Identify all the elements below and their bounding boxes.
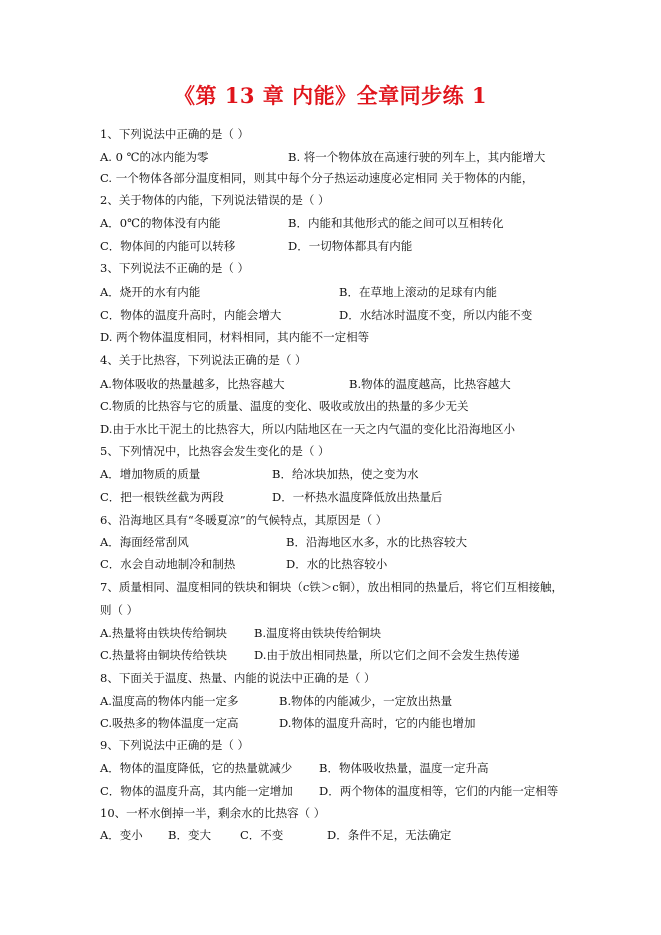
answer-option: B. 将一个物体放在高速行驶的列车上，其内能增大 xyxy=(288,150,546,164)
question-stem: 7、质量相同、温度相同的铁块和铜块（c铁＞c铜），放出相同的热量后，将它们互相接触， xyxy=(100,580,563,594)
answer-option: A．海面经常刮风 xyxy=(100,535,189,549)
answer-option: D．一切物体都具有内能 xyxy=(288,239,413,253)
answer-option: A.物体吸收的热量越多，比热容越大 xyxy=(100,377,285,391)
question-stem-continued: 则（ ） xyxy=(100,603,139,617)
question-stem: 2、关于物体的内能，下列说法错误的是（ ） xyxy=(100,193,330,207)
question-stem: 4、关于比热容，下列说法正确的是（ ） xyxy=(100,353,307,367)
answer-option: A．烧开的水有内能 xyxy=(100,285,201,299)
answer-option: D．一杯热水温度降低放出热量后 xyxy=(272,490,443,504)
answer-option: C.物质的比热容与它的质量、温度的变化、吸收或放出的热量的多少无关 xyxy=(100,399,469,413)
answer-option: B．给冰块加热，使之变为水 xyxy=(272,467,419,481)
answer-option: C．物体的温度升高时，内能会增大 xyxy=(100,308,282,322)
answer-option: B.物体的温度越高，比热容越大 xyxy=(349,377,511,391)
answer-option: B．物体吸收热量，温度一定升高 xyxy=(319,761,489,775)
answer-option: D.物体的温度升高时，它的内能也增加 xyxy=(279,716,476,730)
answer-option: C．物体的温度升高，其内能一定增加 xyxy=(100,784,293,798)
question-stem: 8、下面关于温度、热量、内能的说法中正确的是（ ） xyxy=(100,671,376,685)
answer-option: A．增加物质的质量 xyxy=(100,467,201,481)
answer-option: C．水会自动地制冷和制热 xyxy=(100,557,236,571)
answer-option: D．两个物体的温度相等，它们的内能一定相等 xyxy=(319,784,559,798)
question-stem: 10、一杯水倒掉一半，剩余水的比热容（ ） xyxy=(100,806,326,820)
answer-option: D. 两个物体温度相同，材料相同，其内能不一定相等 xyxy=(100,330,370,344)
answer-option: B．内能和其他形式的能之间可以互相转化 xyxy=(288,216,504,230)
answer-option: C．不变 xyxy=(240,828,284,842)
answer-option: D.由于水比干泥土的比热容大，所以内陆地区在一天之内气温的变化比沿海地区小 xyxy=(100,422,515,436)
answer-option: C．把一根铁丝截为两段 xyxy=(100,490,224,504)
answer-option: B．在草地上滚动的足球有内能 xyxy=(339,285,497,299)
answer-option: B.温度将由铁块传给铜块 xyxy=(254,626,382,640)
answer-option: B．变大 xyxy=(168,828,211,842)
answer-option: B.物体的内能减少，一定放出热量 xyxy=(279,694,453,708)
page-title: 《第 13 章 内能》全章同步练 1 xyxy=(173,83,488,108)
question-stem: 3、下列说法不正确的是（ ） xyxy=(100,261,249,275)
answer-option: A.热量将由铁块传给铜块 xyxy=(100,626,227,640)
answer-option: A．0℃的物体没有内能 xyxy=(100,216,221,230)
answer-option: D．水结冰时温度不变，所以内能不变 xyxy=(339,308,533,322)
question-stem: 1、下列说法中正确的是（ ） xyxy=(100,127,249,141)
answer-option: A. 0 ℃的冰内能为零 xyxy=(100,150,209,164)
answer-option: C.吸热多的物体温度一定高 xyxy=(100,716,239,730)
question-stem: 6、沿海地区具有“冬暖夏凉”的气候特点，其原因是（ ） xyxy=(100,513,388,527)
answer-option: A．变小 xyxy=(100,828,143,842)
answer-option: D.由于放出相同热量，所以它们之间不会发生热传递 xyxy=(254,648,520,662)
answer-option: C.热量将由铜块传给铁块 xyxy=(100,648,228,662)
answer-option: C．物体间的内能可以转移 xyxy=(100,239,236,253)
answer-option: B．沿海地区水多，水的比热容较大 xyxy=(286,535,467,549)
answer-option: C. 一个物体各部分温度相同，则其中每个分子热运动速度必定相同 关于物体的内能， xyxy=(100,171,534,185)
answer-option: D．水的比热容较小 xyxy=(286,557,388,571)
answer-option: A．物体的温度降低，它的热量就减少 xyxy=(100,761,293,775)
question-stem: 9、下列说法中正确的是（ ） xyxy=(100,738,249,752)
question-stem: 5、下列情况中，比热容会发生变化的是（ ） xyxy=(100,444,330,458)
answer-option: A.温度高的物体内能一定多 xyxy=(100,694,239,708)
answer-option: D．条件不足，无法确定 xyxy=(327,828,452,842)
